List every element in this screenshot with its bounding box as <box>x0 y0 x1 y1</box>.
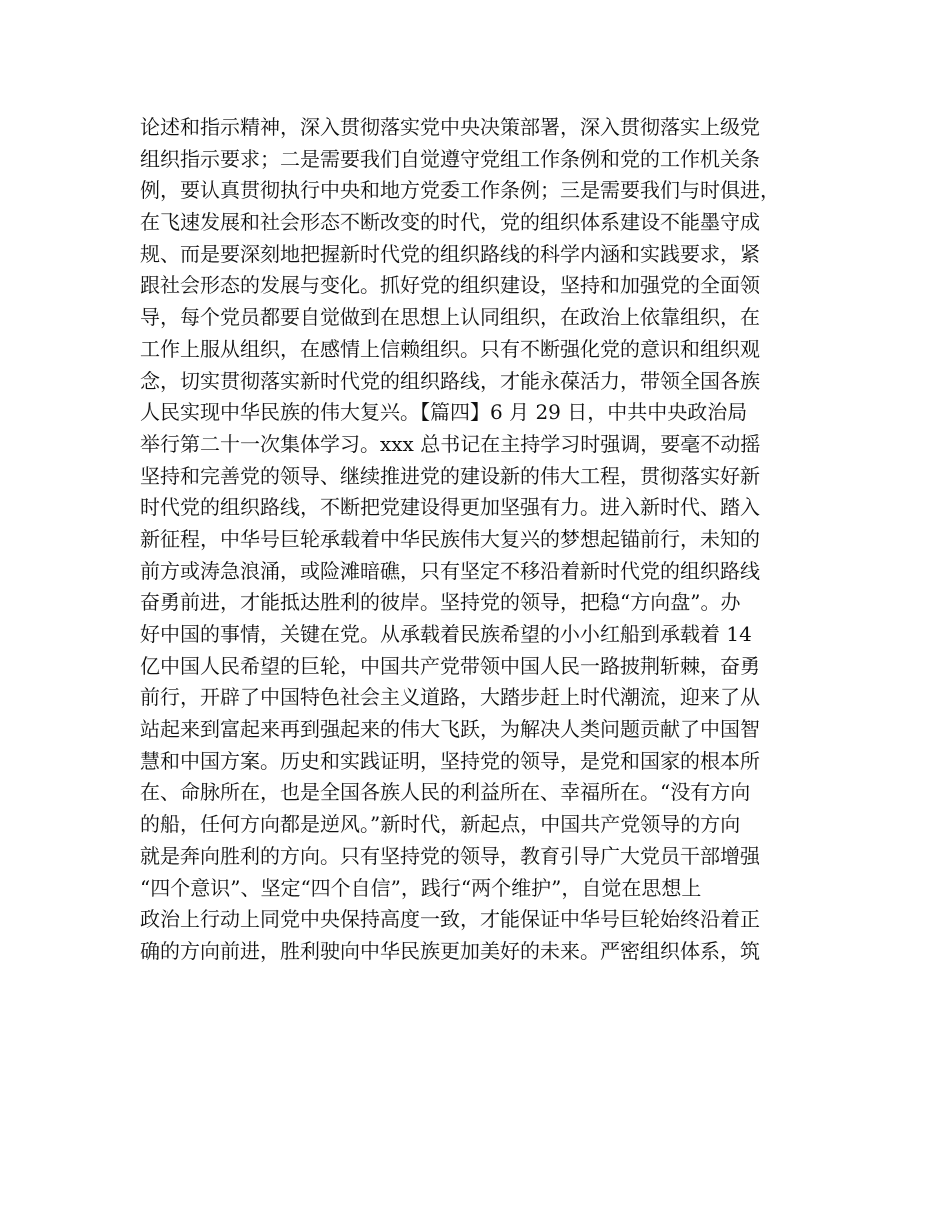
body-text <box>140 112 830 968</box>
text-line: 在飞速发展和社会形态不断改变的时代，党的组织体系建设不能墨守成 <box>140 210 760 235</box>
text-line: 确的方向前进，胜利驶向中华民族更加美好的未来。严密组织体系，筑 <box>140 938 760 963</box>
text-line: 人民实现中华民族的伟大复兴。【篇四】6 月 29 日，中共中央政治局 <box>140 400 748 425</box>
text-line: 论述和指示精神，深入贯彻落实党中央决策部署，深入贯彻落实上级党 <box>140 115 760 139</box>
text-line: “四个意识”、坚定“四个自信”，践行“两个维护”，自觉在思想上 <box>140 875 702 900</box>
text-line: 新征程，中华号巨轮承载着中华民族伟大复兴的梦想起锚前行，未知的 <box>140 526 760 551</box>
text-line: 在、命脉所在，也是全国各族人民的利益所在、幸福所在。“没有方向 <box>140 780 751 805</box>
text-line: 前行，开辟了中国特色社会主义道路，大踏步赶上时代潮流，迎来了从 <box>140 685 760 710</box>
text-line: 政治上行动上同党中央保持高度一致，才能保证中华号巨轮始终沿着正 <box>140 907 760 932</box>
text-line: 站起来到富起来再到强起来的伟大飞跃，为解决人类问题贡献了中国智 <box>140 717 760 742</box>
text-line: 时代党的组织路线，不断把党建设得更加坚强有力。进入新时代、踏入 <box>140 495 760 520</box>
text-line: 念，切实贯彻落实新时代党的组织路线，才能永葆活力，带领全国各族 <box>140 368 760 393</box>
text-line: 规、而是要深刻地把握新时代党的组织路线的科学内涵和实践要求，紧 <box>140 241 760 266</box>
text-line: 就是奔向胜利的方向。只有坚持党的领导，教育引导广大党员干部增强 <box>140 843 760 868</box>
text-line: 的船，任何方向都是逆风。”新时代，新起点，中国共产党领导的方向 <box>140 812 741 837</box>
text-line: 导，每个党员都要自觉做到在思想上认同组织，在政治上依靠组织，在 <box>140 305 760 330</box>
text-line: 好中国的事情，关键在党。从承载着民族希望的小小红船到承载着 14 <box>140 622 752 646</box>
text-line: 举行第二十一次集体学习。xxx 总书记在主持学习时强调，要毫不动摇 <box>140 431 761 456</box>
text-line: 工作上服从组织，在感情上信赖组织。只有不断强化党的意识和组织观 <box>140 336 760 361</box>
text-line: 跟社会形态的发展与变化。抓好党的组织建设，坚持和加强党的全面领 <box>140 273 760 298</box>
text-line: 前方或涛急浪涌，或险滩暗礁，只有坚定不移沿着新时代党的组织路线 <box>140 558 760 583</box>
text-line: 亿中国人民希望的巨轮，中国共产党带领中国人民一路披荆斩棘，奋勇 <box>140 653 760 678</box>
text-line: 慧和中国方案。历史和实践证明，坚持党的领导，是党和国家的根本所 <box>140 748 760 773</box>
text-line: 奋勇前进，才能抵达胜利的彼岸。坚持党的领导，把稳“方向盘”。办 <box>140 590 741 615</box>
text-line: 坚持和完善党的领导、继续推进党的建设新的伟大工程，贯彻落实好新 <box>140 463 760 488</box>
text-line: 例，要认真贯彻执行中央和地方党委工作条例；三是需要我们与时俱进， <box>140 178 780 203</box>
text-line: 组织指示要求；二是需要我们自觉遵守党组工作条例和党的工作机关条 <box>140 146 760 171</box>
